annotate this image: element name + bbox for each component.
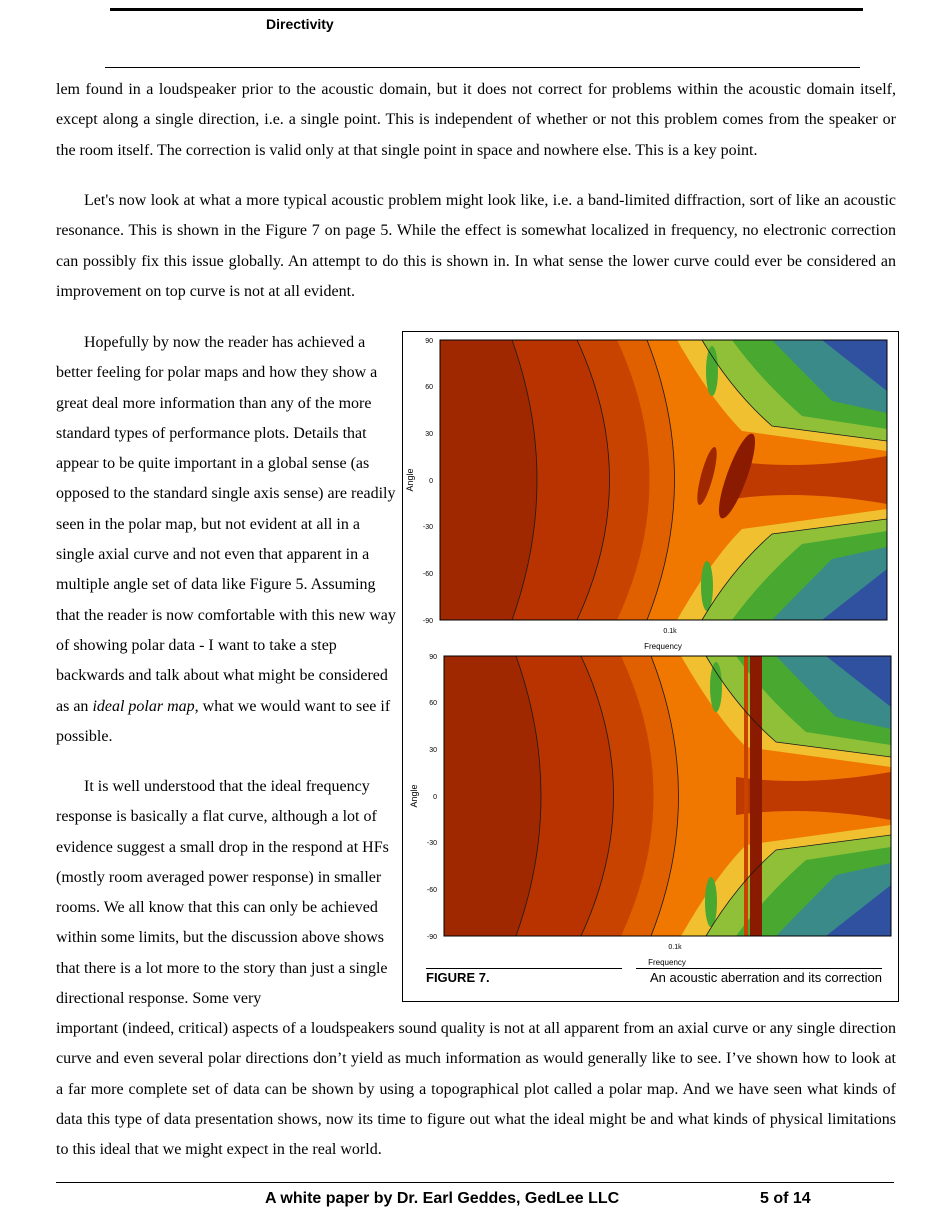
figure-caption: An acoustic aberration and its correction [650,970,882,985]
top-xlabel: Frequency [644,642,682,651]
bottom-ytick: -60 [426,887,437,894]
paragraph-3 [56,328,396,752]
header-rule-thick [110,8,863,11]
figure-caption-rule [636,968,882,969]
paragraph-3-text-b: , what we would want to see if possible. [56,697,391,745]
bottom-ytick: 0 [433,794,437,801]
footer-rule [56,1182,894,1183]
bottom-xtick: 0.1k [668,944,682,951]
footer-author: A white paper by Dr. Earl Geddes, GedLee LLC [265,1190,620,1207]
figure-7-plots [402,331,899,1002]
bottom-ytick: -90 [426,934,437,941]
top-ytick: -30 [422,524,433,531]
page-number: 5 of 14 [760,1190,811,1207]
bottom-ytick: 90 [429,654,437,661]
paragraph-3-text-a: Hopefully by now the reader has achieved a better feeling for polar maps and how they show a great deal more information than any of the more standard types of performance plots. Details that appear to be quite important in a global sense (as opposed to the standard single axis sense) are readily seen in the polar map, but not evident at all in a single axial curve and not even that apparent in a multiple angle set of data like Figure 5. Assuming that the reader is now comfortable with this new way of showing polar data - I want to take a step backwards and talk about what might be considered as an [56,334,396,715]
paragraph-2: Let's now look at what a more typical acoustic problem might look like, i.e. a band-limited diffraction, sort of like an acoustic resonance. This is shown in the Figure 7 on page 5. While the effect is somewhat localized in frequency, no electronic correction can possibly fix this issue globally. An attempt to do this is shown in. In what sense the lower curve could ever be considered an improvement on top curve is not at all evident. [56,192,896,300]
bottom-ytick: 30 [429,747,437,754]
paragraph-5: important (indeed, critical) aspects of a loudspeakers sound quality is not at all apparent from an axial curve or any single direction curve and even several polar directions don’t yield as much information as would generally like to see. I’ve shown how to look at a far more complete set of data can be shown by using a topographical plot called a polar map. And we have seen what kinds of data this type of data presentation shows, now its time to figure out what the ideal might be and what kinds of physical limitations to this ideal that we might expect in the real world. [56,1020,896,1159]
bottom-ylabel: Angle [409,784,419,808]
top-ylabel: Angle [405,468,415,492]
header-title: Directivity [266,16,334,32]
top-polar-map [440,340,887,620]
bottom-y-ticks [427,654,437,941]
bottom-xlabel: Frequency [648,958,686,967]
top-ytick: 0 [429,478,433,485]
top-xtick: 0.1k [663,628,677,635]
paragraph-1: lem found in a loudspeaker prior to the acoustic domain, but it does not correct for problems within the acoustic domain itself, except along a single direction, i.e. a single point. This is independent of whether or not this problem comes from the speaker or the room itself. The correction is valid only at that single point in space and nowhere else. This is a key point. [56,81,896,159]
bottom-polar-map [444,656,891,936]
top-ytick: 30 [425,431,433,438]
ideal-polar-map-emphasis: ideal polar map [92,697,195,715]
paragraph-4: It is well understood that the ideal frequency response is basically a flat curve, although a lot of evidence suggest a small drop in the respond at HFs (mostly room averaged power response) in smaller rooms. We all know that this can only be achieved within some limits, but the discussion above shows that there is a lot more to the story than just a single directional response. Some very [56,778,389,1008]
header-rule [105,67,860,68]
figure-label: FIGURE 7. [426,970,490,985]
figure-label-rule [426,968,622,969]
top-ytick: -60 [422,571,433,578]
top-ytick: -90 [422,618,433,625]
bottom-ytick: -30 [426,840,437,847]
top-ytick: 60 [425,384,433,391]
bottom-ytick: 60 [429,700,437,707]
top-ytick: 90 [425,338,433,345]
top-y-ticks [423,338,433,625]
